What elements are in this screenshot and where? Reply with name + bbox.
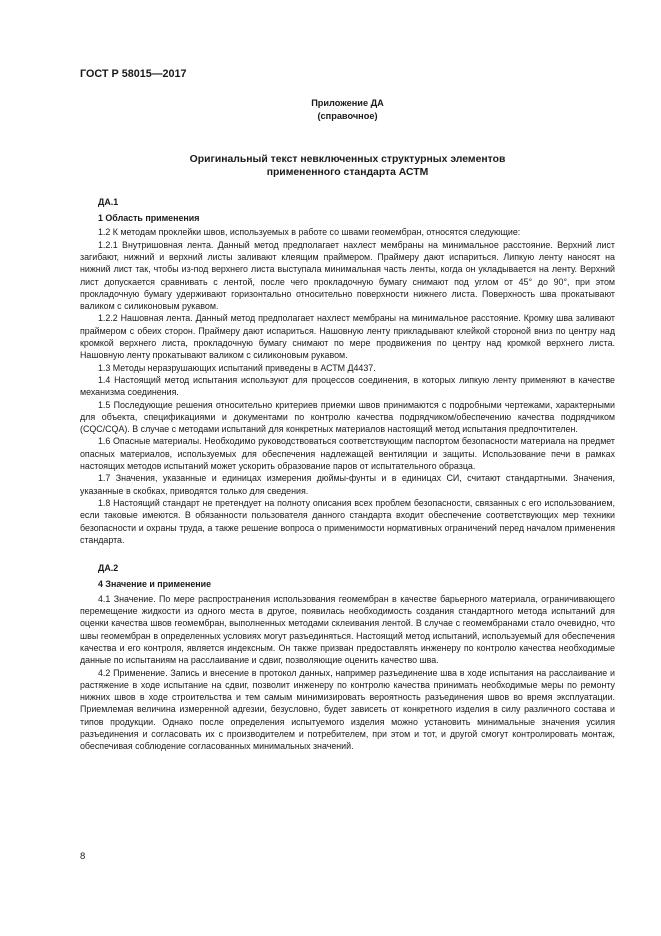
appendix-note: (справочное): [317, 111, 378, 121]
section-label: ДА.1: [98, 196, 119, 207]
section-body: [80, 593, 615, 753]
paragraph: 1.2.1 Внутришовная лента. Данный метод предполагает нахлест мембраны на минимальное расстояние. Верхний лист загибают, нижний и верхний листы заливают клеящим праймером. Праймеру дают испариться. Липкую ленту наносят на нижний лист так, чтобы из-под верхнего листа выступала минимальная часть ленты, когда он укладывается на ленту. Верхний лист допускается сравнивать с лентой, после чего прокладочную бумагу снимают под углом от 45° до 90°, при этом прокладочную бумагу удерживают горизонтально относительно поверхности нижнего листа. Поверхность шва прокатывают валиком с силиконовым рукавом.: [80, 239, 615, 312]
paragraph: 1.3 Методы неразрушающих испытаний приведены в АСТМ Д4437.: [98, 362, 376, 373]
section-body: [80, 226, 615, 546]
paragraph: 1.6 Опасные материалы. Необходимо руководствоваться соответствующим паспортом безопасности материала на предмет опасных материалов, используемых для обеспечения надлежащей вентиляции и защиты. Использование печи в рамках настоящих методов испытаний может ускорить образование паров от испытательного образца.: [80, 436, 615, 472]
paragraph: 1.7 Значения, указанные и единицах измерения дюймы-фунты и в единицах СИ, считают стандартными. Значения, указанные в скобках, приводятся только для сведения.: [80, 473, 615, 496]
section-da2: [80, 562, 615, 752]
document-number: ГОСТ Р 58015—2017: [80, 68, 187, 80]
section-label: ДА.2: [98, 563, 119, 574]
title-line: примененного стандарта АСТМ: [266, 167, 429, 179]
section-heading: 4 Значение и применение: [98, 579, 212, 590]
paragraph: 1.5 Последующие решения относительно критериев приемки швов принимаются с подробными чертежами, характерными для объекта, спецификациями и документами по контролю качества подрядчиком/обеспечению качества подрядчиком (CQC/CQA). В случае с методами испытаний для конкретных материалов настоящий метод испытания предпочтителен.: [80, 399, 615, 435]
page-title: [80, 153, 615, 180]
appendix-label: Приложение ДА: [311, 98, 384, 108]
title-line: Оригинальный текст невключенных структурных элементов: [189, 154, 506, 165]
paragraph: 1.8 Настоящий стандарт не претендует на полноту описания всех проблем безопасности, связанных с его использованием, если таковые имеются. В обязанности пользователя данного стандарта входит обеспечение соответствующих мер техники безопасности и охраны труда, а также решение вопроса о применимости нормативных ограничений перед началом применения стандарта.: [80, 497, 615, 545]
paragraph: 4.2 Применение. Запись и внесение в протокол данных, например разъединение шва в ходе испытания на расслаивание и растяжение в ходе испытание на сдвиг, позволит инженеру по контролю качества принимать необходимые меры по ремонту нижних швов в ходе строительства и тем самым минимизировать вероятность разъединения швов во время эксплуатации. Приемлемая величина измеренной адгезии, безусловно, будет зависеть от конкретного изделия в силу различного состава и типов продукции. Однако после определения испытуемого изделия можно установить минимальные значения усилия разъединения и согласовать их с производителем и потребителем, при этом и тот, и другой смогут контролировать монтаж, обеспечивая соблюдение согласованных минимальных значений.: [80, 667, 615, 752]
paragraph: 1.4 Настоящий метод испытания используют для процессов соединения, в которых липкую ленту применяют в качестве механизма соединения.: [80, 374, 615, 398]
section-heading: 1 Область применения: [98, 213, 200, 224]
section-da1: [80, 196, 615, 546]
paragraph: 1.2 К методам проклейки швов, используемых в работе со швами геомембран, относятся следующие:: [98, 227, 521, 238]
paragraph: 4.1 Значение. По мере распространения использования геомембран в качестве барьерного материала, ограничивающего перемещение жидкости из одного места в другое, появилась необходимость создания стандартного метода испытаний для оценки качества швов геомембран, выполненных методами склеивания лентой. В случае с геомембранами стало очевидно, что швы геомембран в определенных условиях могут разъединяться. Настоящий метод испытаний, используемый для обеспечения качества и его контроля, является индексным. Он также призван предоставлять инженеру по контролю качества необходимые данные по испытаниям на расслаивание и сдвиг, позволяющие оценить качество шва.: [80, 593, 615, 666]
page-number: 8: [80, 851, 86, 862]
appendix-heading: [80, 97, 615, 123]
paragraph: 1.2.2 Нашовная лента. Данный метод предполагает нахлест мембраны на минимальное расстояние. Кромку шва заливают праймером с обеих сторон. Праймеру дают испариться. Нашовную ленту прикладывают клейкой стороной вниз по центру над кромкой верхнего листа, прокладочную бумагу снимают по мере продвижения по центру над кромкой верхнего листа. Нашовную ленту прокатывают валиком с силиконовым рукавом.: [80, 313, 615, 361]
